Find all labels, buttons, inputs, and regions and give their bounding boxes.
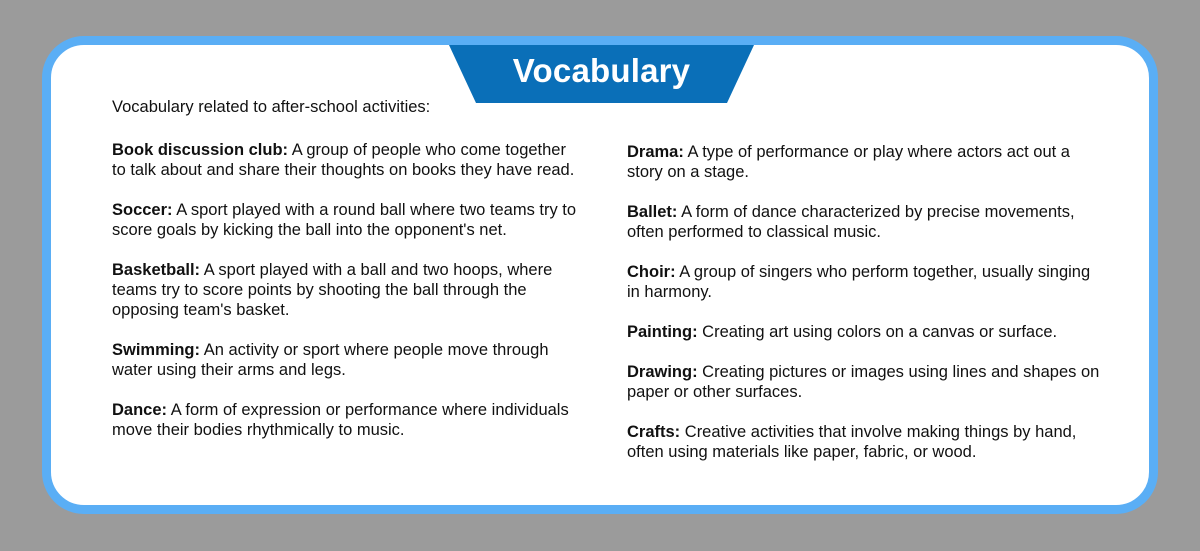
vocab-term: Ballet: bbox=[627, 203, 678, 221]
vocab-entry-drama bbox=[627, 142, 1107, 182]
vocab-term: Drawing: bbox=[627, 363, 698, 381]
vocab-entry-painting bbox=[627, 322, 1107, 342]
vocab-entry-dance bbox=[112, 400, 580, 440]
vocab-entry-drawing bbox=[627, 362, 1107, 402]
vocab-definition: A group of singers who perform together, usually singing in harmony. bbox=[627, 263, 1091, 301]
vocab-term: Drama: bbox=[627, 143, 684, 161]
vocab-definition: An activity or sport where people move through water using their arms and legs. bbox=[112, 341, 549, 379]
vocab-definition: Creating art using colors on a canvas or surface. bbox=[697, 323, 1058, 341]
vocab-entry-swimming bbox=[112, 340, 580, 380]
vocab-entry-ballet bbox=[627, 202, 1107, 242]
vocab-entry-book-discussion-club bbox=[112, 140, 580, 180]
vocab-definition: Creative activities that involve making things by hand, often using materials like paper, fabric, or wood. bbox=[627, 423, 1077, 461]
vocab-entry-choir bbox=[627, 262, 1107, 302]
vocab-definition: A sport played with a ball and two hoops, where teams try to score points by shooting the ball through the opposing team's basket. bbox=[112, 261, 553, 319]
vocab-definition: A type of performance or play where actors act out a story on a stage. bbox=[627, 143, 1070, 181]
vocab-term: Basketball: bbox=[112, 261, 201, 279]
vocab-term: Crafts: bbox=[627, 423, 681, 441]
vocab-term: Soccer: bbox=[112, 201, 173, 219]
vocab-entry-crafts bbox=[627, 422, 1107, 462]
title-banner bbox=[449, 45, 754, 103]
vocab-term: Swimming: bbox=[112, 341, 201, 359]
vocab-definition: A form of expression or performance where individuals move their bodies rhythmically to music. bbox=[112, 401, 569, 439]
vocab-term: Book discussion club: bbox=[112, 141, 289, 159]
vocab-term: Painting: bbox=[627, 323, 698, 341]
vocab-definition: A form of dance characterized by precise movements, often performed to classical music. bbox=[627, 203, 1075, 241]
vocab-definition: Creating pictures or images using lines and shapes on paper or other surfaces. bbox=[627, 363, 1100, 401]
vocab-definition: A group of people who come together to talk about and share their thoughts on books they have read. bbox=[112, 141, 575, 179]
vocab-definition: A sport played with a round ball where two teams try to score goals by kicking the ball into the opponent's net. bbox=[112, 201, 577, 239]
intro-text: Vocabulary related to after-school activities: bbox=[112, 98, 431, 116]
right-column bbox=[627, 142, 1107, 482]
vocab-term: Dance: bbox=[112, 401, 168, 419]
vocab-term: Choir: bbox=[627, 263, 676, 281]
page-title: Vocabulary bbox=[512, 52, 691, 89]
vocab-entry-soccer bbox=[112, 200, 580, 240]
vocab-entry-basketball bbox=[112, 260, 580, 320]
left-column bbox=[112, 140, 580, 460]
